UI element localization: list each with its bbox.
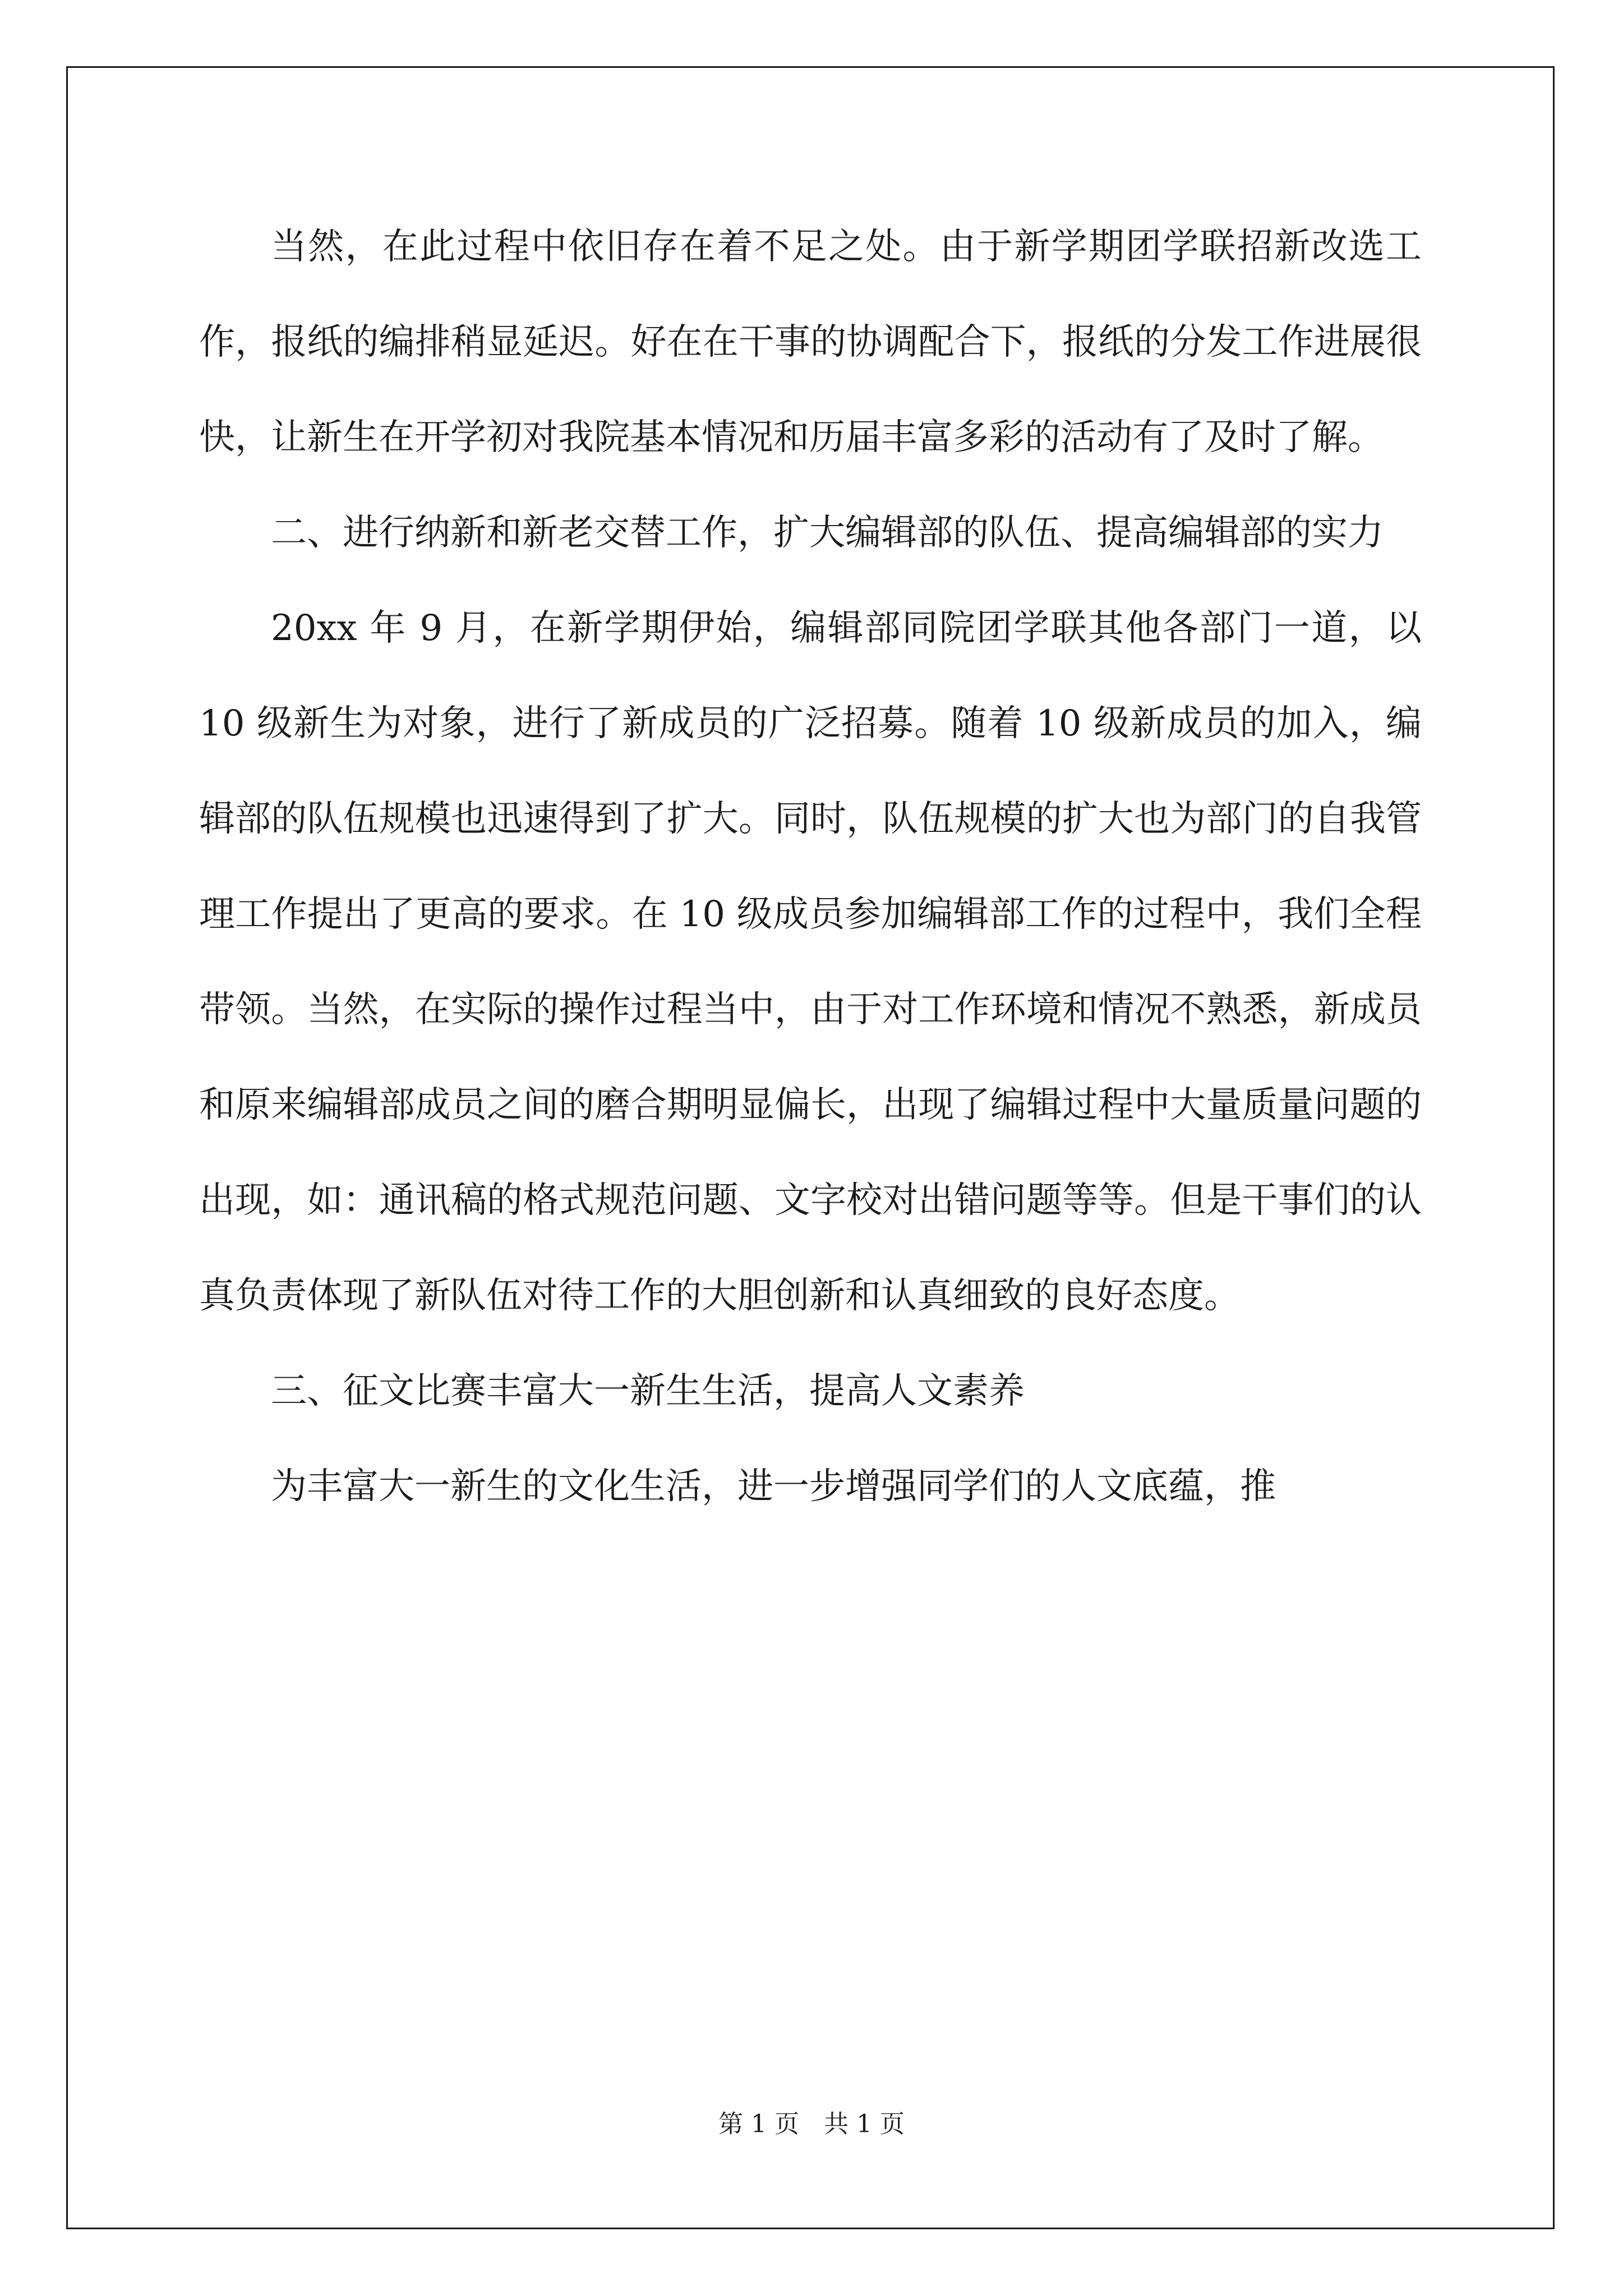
paragraph-1: 当然，在此过程中依旧存在着不足之处。由于新学期团学联招新改选工作，报纸的编排稍显延迟。好在在干事的协调配合下，报纸的分发工作进展很快，让新生在开学初对我院基本情况和历届丰富多彩的活动有了及时了解。: [199, 226, 1422, 458]
section-heading-2: 二、进行纳新和新老交替工作，扩大编辑部的队伍、提高编辑部的实力: [271, 512, 1384, 554]
paragraph-3: 为丰富大一新生的文化生活，进一步增强同学们的人文底蕴，推: [271, 1466, 1276, 1507]
document-body: [199, 199, 1422, 1534]
page-number: 第 1 页: [718, 2110, 799, 2138]
page-footer: [0, 2104, 1623, 2139]
page-total: 共 1 页: [824, 2110, 905, 2138]
paragraph-2: 20xx 年 9 月，在新学期伊始，编辑部同院团学联其他各部门一道，以 10 级新生为对象，进行了新成员的广泛招募。随着 10 级新成员的加入，编辑部的队伍规模也迅速得到了扩大。同时，队伍规模的扩大也为部门的自我管理工作提出了更高的要求。在 10 级成员参加编辑部工作的过程中，我们全程带领。当然，在实际的操作过程当中，由于对工作环境和情况不熟悉，新成员和原来编辑部成员之间的磨合期明显偏长，出现了编辑过程中大量质量问题的出现，如：通讯稿的格式规范问题、文字校对出错问题等等。但是干事们的认真负责体现了新队伍对待工作的大胆创新和认真细致的良好态度。: [199, 608, 1422, 1317]
section-heading-3: 三、征文比赛丰富大一新生生活，提高人文素养: [271, 1370, 1025, 1412]
